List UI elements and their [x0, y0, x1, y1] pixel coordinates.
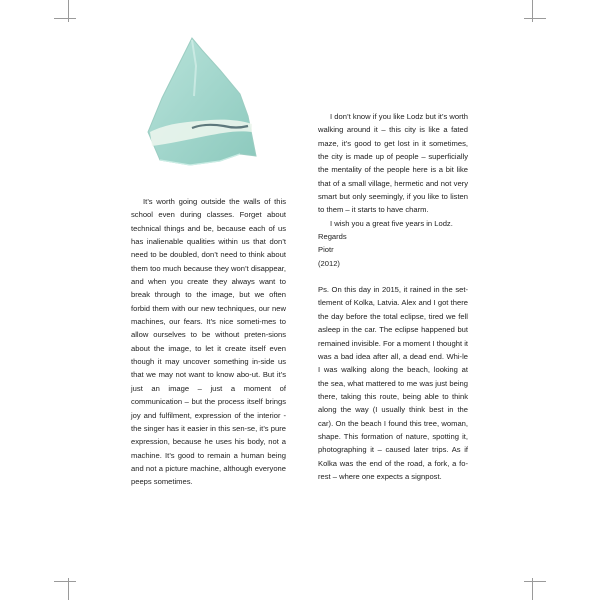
left-text-column — [131, 195, 286, 489]
right-text-column — [318, 110, 468, 483]
signature-name: Piotr — [318, 245, 334, 255]
crop-mark — [54, 581, 76, 582]
glass-shard-image — [140, 36, 258, 168]
crop-mark — [54, 18, 76, 19]
crop-mark — [524, 581, 546, 582]
signature-year: (2012) — [318, 258, 340, 268]
postscript-paragraph: Ps. On this day in 2015, it rained in the set-tlement of Kolka, Latvia. Alex and I got there the day before the total eclipse, tired we fell asleep in the car. The eclipse happened but remained invisible. For a moment I thought it was a bad idea after all, a dead end. Whi-le I was walking along the beach, looking at the sea, what mattered to me was just being there, taking this route, being able to think along the way (I usually think best in the car). On the beach I found this tree, woman, shape. This formation of nature, spotting it, photographing it – caused later trips. As if Kolka was the end of the road, a fork, a fo-rest – where one expects a signpost. — [318, 285, 468, 481]
left-paragraph: It’s worth going outside the walls of this school even during classes. Forget about technical things and be, because each of us has inalienable qualities within us that don’t need to be doubled, don’t need to think about them too much because they won’t disappear, and when you create they always want to break through to the image, but we often forbid them with our new techniques, our new machines, our fears. It’s nice someti-mes to allow ourselves to be without preten-sions about the image, to let it create itself even though it may uncover something in-side us that we may not want to know abo-ut. But it’s just an image – just a moment of communication – but the process itself brings joy and fulfilment, expression of the interior - the singer has it easier in this sen-se, it’s pure expression, because he uses his body, not a machine. It’s good to remain a human being and not a picture machine, although everyone peeps sometimes. — [131, 197, 286, 487]
right-paragraph-1: I don’t know if you like Lodz but it’s worth walking around it – this city is like a fated maze, it’s good to get lost in it sometimes, the city is made up of people – superficially the mentality of the people here is a bit like that of a small village, hermetic and not very smart but only seemingly, if you like to listen to them – it starts to have charm. — [318, 112, 468, 215]
right-paragraph-2: I wish you a great five years in Lodz. — [330, 218, 453, 228]
signature-regards: Regards — [318, 232, 347, 242]
crop-mark — [524, 18, 546, 19]
